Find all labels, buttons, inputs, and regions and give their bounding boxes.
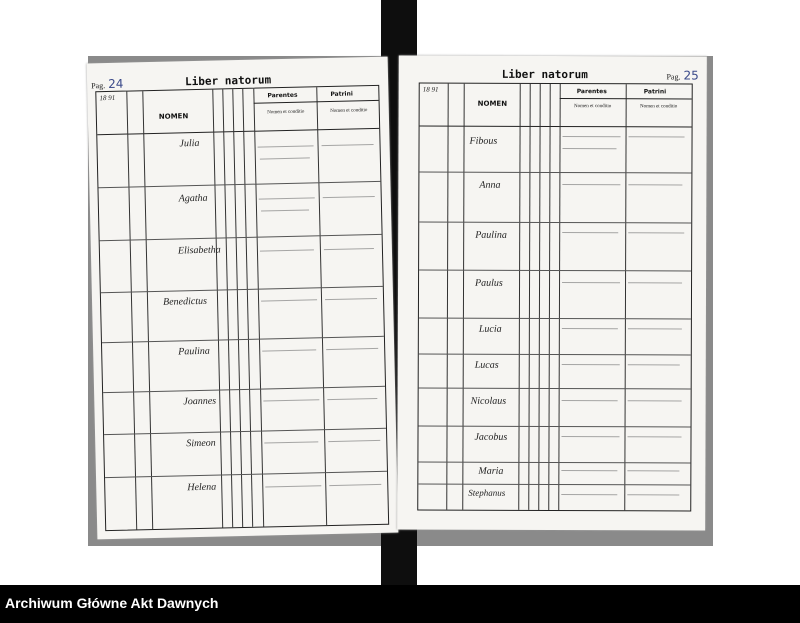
entry-name: Benedictus (162, 295, 208, 308)
entry-name: Simeon (186, 437, 216, 450)
page-number: 25 (683, 68, 699, 83)
year-label: 18 91 (422, 85, 439, 94)
parentes-header: Parentes (576, 88, 607, 96)
right-page-pag (666, 68, 698, 82)
entry-name: Lucia (478, 323, 502, 335)
entry-name: Anna (479, 179, 501, 191)
entry-name: Paulina (178, 345, 210, 358)
page-number: 24 (107, 76, 124, 91)
entry-name: Helena (187, 481, 217, 494)
patrini-header: Patrini (643, 88, 667, 96)
left-page (87, 57, 399, 540)
entry-name: Fibous (469, 135, 498, 147)
year-label: 18 91 (99, 93, 116, 103)
patrini-header: Patrini (330, 90, 353, 98)
page-title: Liber natorum (501, 67, 588, 82)
left-page-pag (91, 77, 124, 92)
entry-name: Elisabetha (177, 244, 221, 257)
patrini-subheader: Nomen et conditio (330, 108, 368, 114)
entry-name: Stephanus (468, 487, 506, 498)
nomen-header: NOMEN (477, 99, 508, 108)
patrini-subheader: Nomen et conditio (640, 104, 678, 110)
parentes-header: Parentes (267, 91, 298, 100)
register-table (417, 83, 692, 512)
entry-name: Jacobus (474, 431, 508, 443)
entry-name: Nicolaus (470, 395, 507, 407)
entry-name: Julia (179, 137, 200, 150)
parentes-subheader: Nomen et conditio (267, 109, 305, 116)
entry-name: Paulus (475, 277, 503, 289)
right-page (397, 55, 707, 530)
footer-bar (0, 585, 800, 623)
entry-name: Paulina (475, 229, 507, 241)
entry-name: Lucas (474, 359, 499, 371)
page-title: Liber natorum (184, 73, 272, 89)
pag-label: Pag. (666, 72, 681, 82)
register-table (95, 85, 389, 531)
entry-name: Joannes (183, 395, 217, 408)
archive-name: Archiwum Główne Akt Dawnych (5, 595, 219, 611)
pag-label: Pag. (91, 81, 106, 91)
parentes-subheader: Nomen et conditio (574, 104, 612, 110)
nomen-header: NOMEN (158, 112, 189, 121)
entry-name: Agatha (178, 192, 208, 205)
entry-name: Maria (478, 465, 504, 477)
